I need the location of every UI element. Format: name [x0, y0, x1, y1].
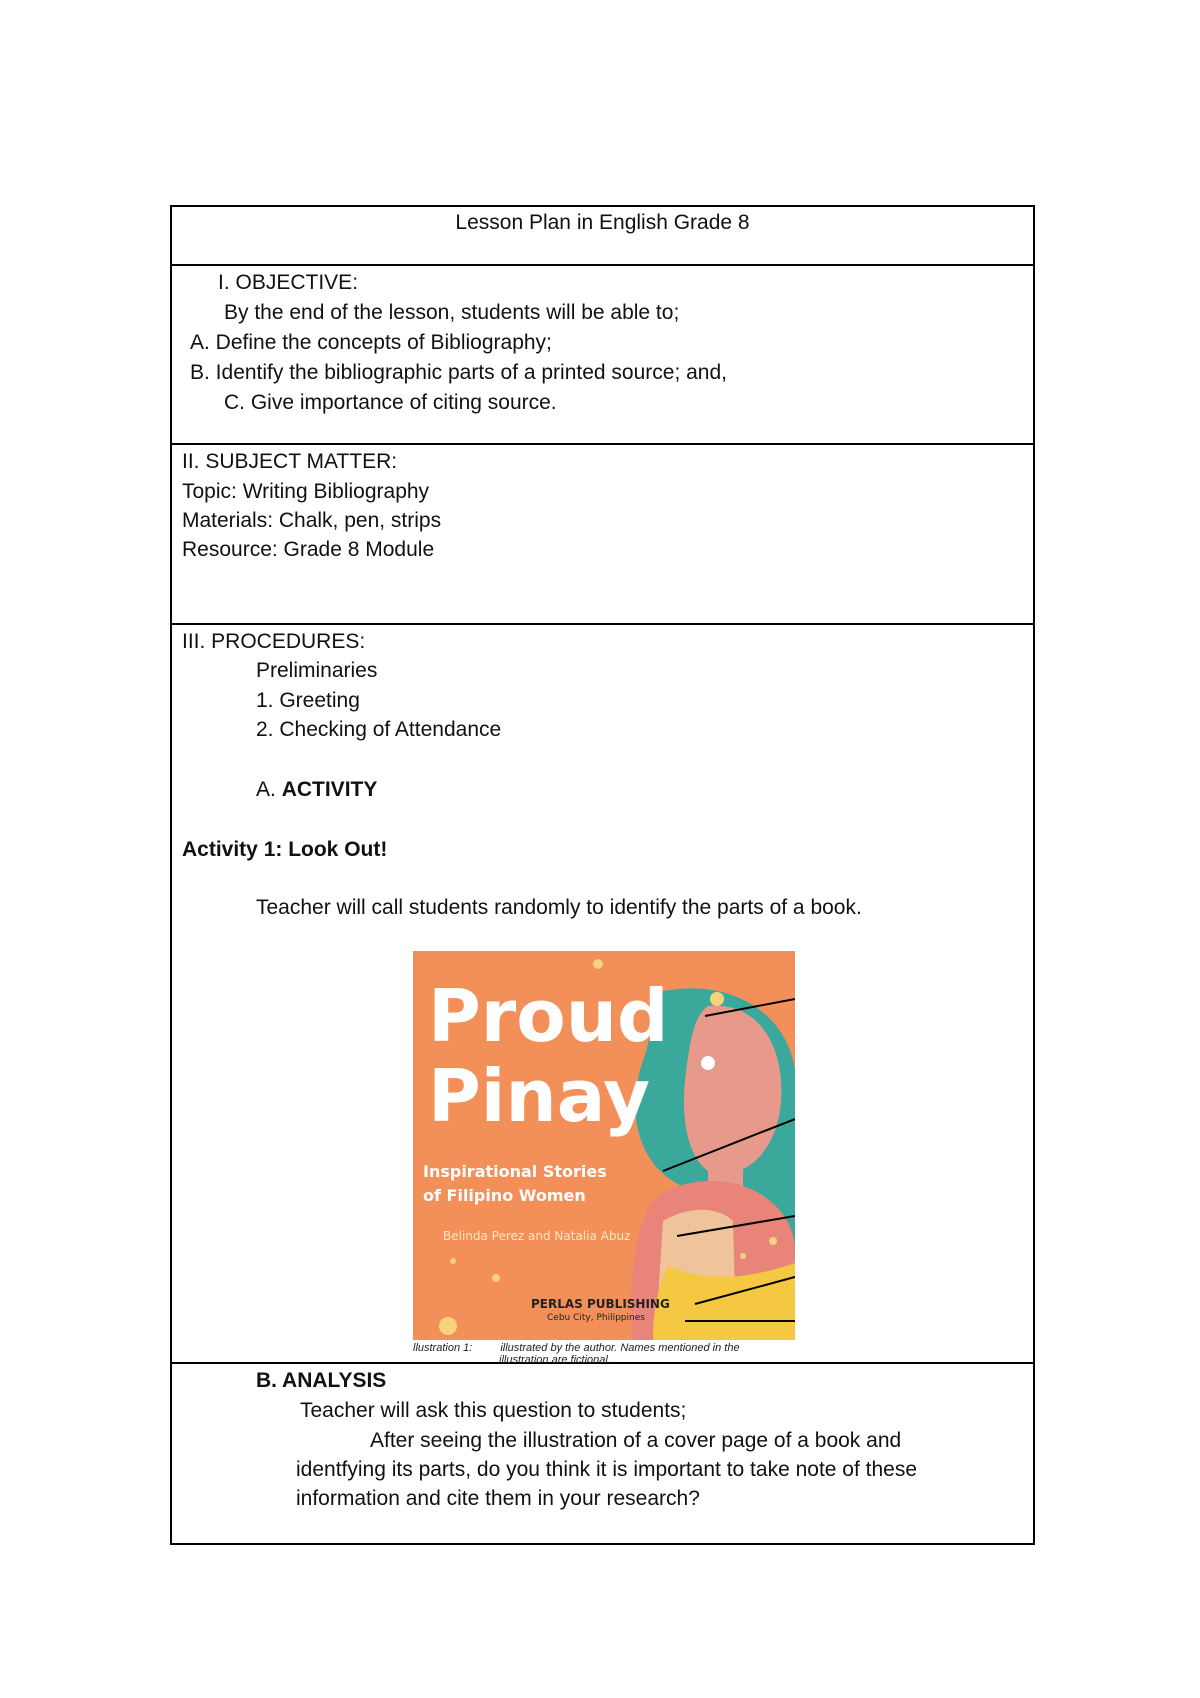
star-icon — [710, 992, 724, 1006]
sparkle-icon — [450, 1258, 456, 1264]
subject-matter-section — [170, 445, 1035, 625]
dot-icon — [593, 959, 603, 969]
activity-prefix: A. — [256, 778, 276, 801]
illustration-caption — [413, 1342, 813, 1366]
page-title: Lesson Plan in English Grade 8 — [455, 211, 750, 234]
step-greeting: 1. Greeting — [256, 689, 360, 712]
activity-heading — [256, 775, 377, 805]
book-title-line2: Pinay — [428, 1054, 651, 1138]
analysis-question-line2: identfying its parts, do you think it is important to take note of these — [296, 1458, 918, 1481]
book-cover-illustration — [413, 951, 795, 1340]
book-place: Cebu City, Philippines — [547, 1313, 645, 1323]
sparkle-icon — [740, 1253, 746, 1259]
subject-topic: Topic: Writing Bibliography — [182, 480, 430, 503]
sparkle-icon — [492, 1274, 500, 1282]
objective-item-a: A. Define the concepts of Bibliography; — [190, 331, 552, 354]
analysis-section — [170, 1364, 1035, 1545]
book-authors: Belinda Perez and Natalia Abuz — [443, 1229, 631, 1243]
analysis-heading: B. ANALYSIS — [256, 1369, 387, 1392]
activity-label: ACTIVITY — [281, 778, 378, 801]
analysis-intro: Teacher will ask this question to students; — [300, 1399, 687, 1422]
book-publisher: PERLAS PUBLISHING — [531, 1297, 670, 1311]
activity-title: Activity 1: Look Out! — [182, 838, 388, 861]
caption-text-line2: illustration are fictional. — [499, 1354, 611, 1366]
book-title-line1: Proud — [428, 974, 669, 1058]
book-subtitle-line2: of Filipino Women — [423, 1186, 586, 1205]
objective-section — [170, 266, 1035, 445]
objective-intro: By the end of the lesson, students will be able to; — [224, 301, 680, 324]
lesson-plan-table — [170, 205, 1035, 1545]
sparkle-icon — [769, 1237, 777, 1245]
book-subtitle-line1: Inspirational Stories — [423, 1162, 607, 1181]
activity-text: Teacher will call students randomly to identify the parts of a book. — [256, 896, 862, 919]
objective-item-b: B. Identify the bibliographic parts of a printed source; and, — [190, 361, 727, 384]
procedures-heading: III. PROCEDURES: — [182, 630, 366, 653]
caption-label: llustration 1: — [413, 1342, 473, 1354]
objective-item-c: C. Give importance of citing source. — [224, 391, 557, 414]
analysis-question-line3: information and cite them in your research? — [296, 1487, 700, 1510]
analysis-question-line1: After seeing the illustration of a cover page of a book and — [370, 1429, 902, 1452]
subject-matter-heading: II. SUBJECT MATTER: — [182, 450, 398, 473]
preliminaries-label: Preliminaries — [256, 659, 378, 682]
procedures-section — [170, 625, 1035, 1364]
title-row — [170, 205, 1035, 266]
subject-resource: Resource: Grade 8 Module — [182, 538, 435, 561]
dot-icon — [439, 1317, 457, 1335]
flower-icon — [701, 1056, 715, 1070]
step-attendance: 2. Checking of Attendance — [256, 718, 502, 741]
objective-heading: I. OBJECTIVE: — [218, 271, 359, 294]
subject-materials: Materials: Chalk, pen, strips — [182, 509, 442, 532]
caption-text-line1: illustrated by the author. Names mentioned in the — [500, 1342, 740, 1354]
